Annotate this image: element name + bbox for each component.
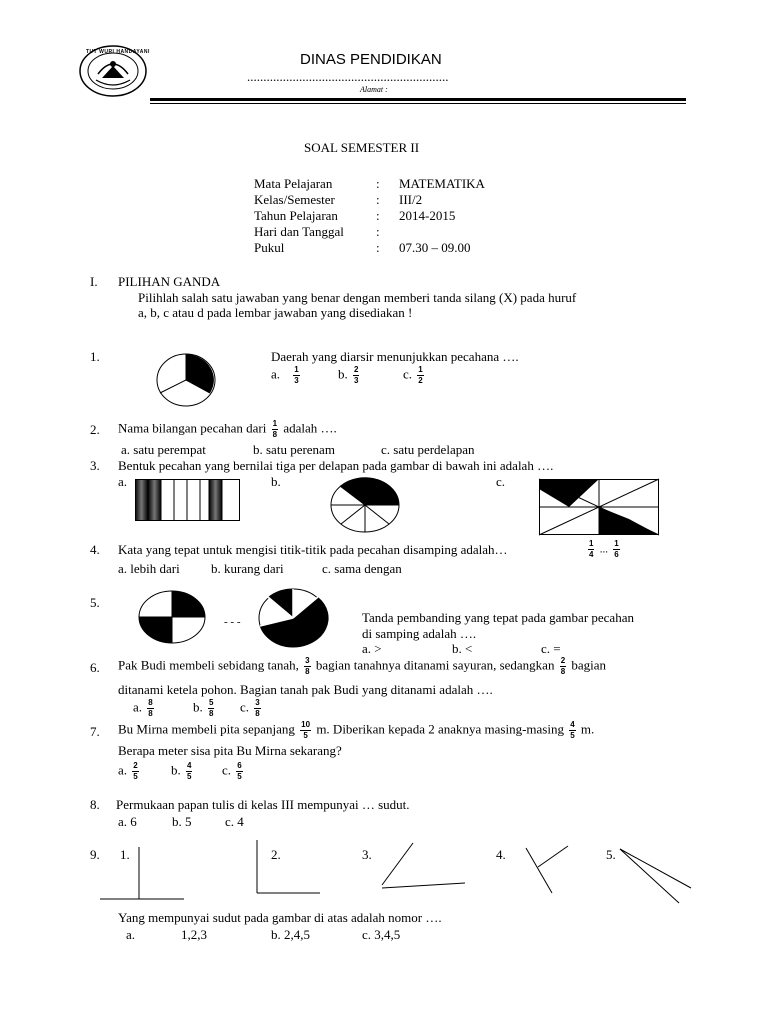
q8-option-c: c. 4	[225, 814, 244, 829]
angle-figure-5	[618, 846, 698, 906]
question-number: 1.	[90, 349, 100, 364]
info-label: Tahun Pelajaran	[254, 208, 338, 223]
q3-pie-figure	[330, 477, 400, 533]
q6-mid: bagian tanahnya ditanami sayuran, sedangkan	[315, 657, 555, 673]
q1-option-c	[403, 366, 426, 385]
q2-post: adalah ….	[283, 420, 337, 436]
question-number: 4.	[90, 542, 100, 557]
question-number: 5.	[90, 595, 100, 610]
q8-option-a: a. 6	[118, 814, 137, 829]
option-letter: b.	[171, 762, 181, 778]
fraction	[236, 762, 242, 781]
option-letter: a.	[133, 699, 143, 715]
denominator: 8	[560, 667, 566, 676]
denominator: 5	[187, 772, 192, 781]
question-number: 7.	[90, 724, 100, 739]
address-label: Alamat :	[360, 85, 388, 94]
denominator: 3	[354, 376, 359, 385]
denominator: 8	[148, 709, 153, 718]
instruction-line-1: Pilihlah salah satu jawaban yang benar dengan memberi tanda silang (X) pada huruf	[138, 290, 577, 305]
q7-text	[118, 721, 594, 740]
q2-option-c: c. satu perdelapan	[381, 442, 475, 457]
numerator: 2	[560, 656, 566, 665]
q9-option-a: a.	[126, 927, 136, 942]
q5-option-c: c. =	[541, 641, 561, 656]
q3-option-b: b.	[271, 474, 281, 489]
info-label: Mata Pelajaran	[254, 176, 333, 191]
q9-option-b: b. 2,4,5	[271, 927, 310, 942]
q3-bar-figure	[135, 479, 240, 521]
angle-label-5: 5.	[606, 847, 616, 862]
q2-pre: Nama bilangan pecahan dari	[118, 420, 267, 436]
denominator: 8	[209, 709, 214, 718]
address-dots: ..............................................................	[247, 69, 449, 84]
q5-option-b: b. <	[452, 641, 473, 656]
option-letter: c.	[403, 366, 413, 382]
q3-rect-figure	[539, 479, 659, 535]
info-sep: :	[376, 240, 380, 255]
denominator: 8	[255, 709, 260, 718]
q9-option-c: c. 3,4,5	[362, 927, 401, 942]
q5-pie-right	[258, 588, 328, 648]
info-sep: :	[376, 208, 380, 223]
q7-pre: Bu Mirna membeli pita sepanjang	[118, 721, 295, 737]
q8-text: Permukaan papan tulis di kelas III mempunyai … sudut.	[116, 797, 410, 812]
q6-option-a	[133, 699, 156, 718]
numerator: 5	[209, 698, 214, 707]
q3-option-a: a.	[118, 474, 128, 489]
q2-option-a: a. satu perempat	[121, 442, 206, 457]
q4-fractions	[586, 540, 622, 559]
office-title: DINAS PENDIDIKAN	[300, 51, 442, 68]
q2-text	[118, 420, 337, 439]
question-number: 3.	[90, 458, 100, 473]
question-number: 6.	[90, 660, 100, 675]
angle-label-2: 2.	[271, 847, 281, 862]
numerator: 8	[148, 698, 153, 707]
denominator: 2	[418, 376, 423, 385]
denominator: 3	[294, 376, 299, 385]
option-letter: c.	[240, 699, 250, 715]
q1-option-b	[338, 366, 361, 385]
angle-label-1: 1.	[120, 847, 130, 862]
fraction	[300, 721, 311, 740]
info-value: MATEMATIKA	[399, 176, 485, 191]
q5-text-1: Tanda pembanding yang tepat pada gambar pecahan	[362, 610, 634, 625]
fraction	[132, 762, 138, 781]
numerator: 4	[570, 720, 575, 729]
option-letter: a.	[118, 762, 128, 778]
angle-figure-4	[514, 838, 574, 898]
fraction	[353, 366, 359, 385]
denominator: 8	[305, 667, 310, 676]
q5-pie-left	[138, 590, 206, 644]
numerator: 3	[305, 656, 310, 665]
q6-text	[118, 657, 606, 676]
option-letter: b.	[193, 699, 203, 715]
info-value: III/2	[399, 192, 423, 207]
numerator: 3	[255, 698, 260, 707]
option-letter: c.	[222, 762, 232, 778]
info-sep: :	[376, 192, 380, 207]
q7-mid: m. Diberikan kepada 2 anaknya masing-masing	[316, 721, 564, 737]
q2-option-b: b. satu perenam	[253, 442, 335, 457]
numerator: 1	[614, 539, 619, 548]
numerator: 2	[354, 365, 359, 374]
q1-pie	[156, 353, 216, 407]
fraction	[569, 721, 575, 740]
q7-post: m.	[580, 721, 595, 737]
info-label: Hari dan Tanggal	[254, 224, 344, 239]
q7-option-b	[171, 762, 194, 781]
angle-label-4: 4.	[496, 847, 506, 862]
info-sep: :	[376, 176, 380, 191]
logo-text: TUT WURI HANDAYANI	[86, 49, 150, 55]
section-title: PILIHAN GANDA	[118, 274, 221, 289]
numerator: 1	[272, 419, 278, 428]
q3-option-c: c.	[496, 474, 506, 489]
q7-option-a	[118, 762, 141, 781]
fraction	[560, 657, 566, 676]
question-number: 9.	[90, 847, 100, 862]
denominator: 5	[133, 772, 138, 781]
q5-dashes: - - -	[224, 616, 241, 628]
q6-option-c	[240, 699, 263, 718]
q1-option-a	[271, 366, 302, 385]
option-letter: a.	[271, 366, 281, 382]
q6-pre: Pak Budi membeli sebidang tanah,	[118, 657, 299, 673]
fraction	[613, 540, 619, 559]
q4-text: Kata yang tepat untuk mengisi titik-titik pada pecahan disamping adalah…	[118, 542, 508, 557]
q4-option-c: c. sama dengan	[322, 561, 402, 576]
q5-option-a: a. >	[362, 641, 382, 656]
angle-figure-2	[255, 838, 325, 898]
instruction-line-2: a, b, c atau d pada lembar jawaban yang disediakan !	[138, 305, 413, 320]
info-label: Pukul	[254, 240, 285, 255]
q9-option-a-value: 1,2,3	[181, 927, 207, 942]
denominator: 6	[614, 550, 619, 559]
page-title: SOAL SEMESTER II	[304, 140, 420, 155]
numerator: 1	[589, 539, 594, 548]
question-number: 8.	[90, 797, 100, 812]
numerator: 4	[187, 761, 192, 770]
q8-option-b: b. 5	[172, 814, 192, 829]
fraction	[588, 540, 594, 559]
numerator: 2	[133, 761, 138, 770]
numerator: 1	[294, 365, 299, 374]
denominator: 8	[272, 430, 278, 439]
comparison-dots: ...	[599, 543, 608, 556]
fraction	[208, 699, 214, 718]
denominator: 5	[303, 731, 308, 740]
fraction	[304, 657, 310, 676]
q7-line-2: Berapa meter sisa pita Bu Mirna sekarang?	[118, 743, 342, 758]
option-letter: b.	[338, 366, 348, 382]
numerator: 1	[418, 365, 423, 374]
fraction	[186, 762, 192, 781]
q6-option-b	[193, 699, 216, 718]
fraction	[293, 366, 299, 385]
denominator: 5	[570, 731, 575, 740]
q7-option-c	[222, 762, 245, 781]
info-value: 2014-2015	[399, 208, 456, 223]
q1-text: Daerah yang diarsir menunjukkan pecahana ….	[271, 349, 519, 364]
q9-text: Yang mempunyai sudut pada gambar di atas adalah nomor ….	[118, 910, 442, 925]
q4-option-a: a. lebih dari	[118, 561, 180, 576]
denominator: 4	[589, 550, 594, 559]
q3-text: Bentuk pecahan yang bernilai tiga per delapan pada gambar di bawah ini adalah ….	[118, 458, 554, 473]
q6-line-2: ditanami ketela pohon. Bagian tanah pak Budi yang ditanami adalah ….	[118, 682, 493, 697]
section-number: I.	[90, 274, 98, 289]
fraction	[254, 699, 260, 718]
fraction	[417, 366, 423, 385]
header-rule-thin	[150, 103, 686, 104]
q5-text-2: di samping adalah ….	[362, 626, 477, 641]
fraction	[147, 699, 153, 718]
angle-figure-1	[100, 845, 190, 905]
numerator: 10	[301, 720, 311, 729]
q6-post: bagian	[571, 657, 607, 673]
info-sep: :	[376, 224, 380, 239]
q4-option-b: b. kurang dari	[211, 561, 284, 576]
numerator: 6	[237, 761, 242, 770]
angle-label-3: 3.	[362, 847, 372, 862]
angle-figure-3	[380, 840, 470, 890]
info-value: 07.30 – 09.00	[399, 240, 471, 255]
fraction	[272, 420, 278, 439]
denominator: 5	[237, 772, 242, 781]
header-rule	[150, 98, 686, 101]
info-label: Kelas/Semester	[254, 192, 335, 207]
question-number: 2.	[90, 422, 100, 437]
